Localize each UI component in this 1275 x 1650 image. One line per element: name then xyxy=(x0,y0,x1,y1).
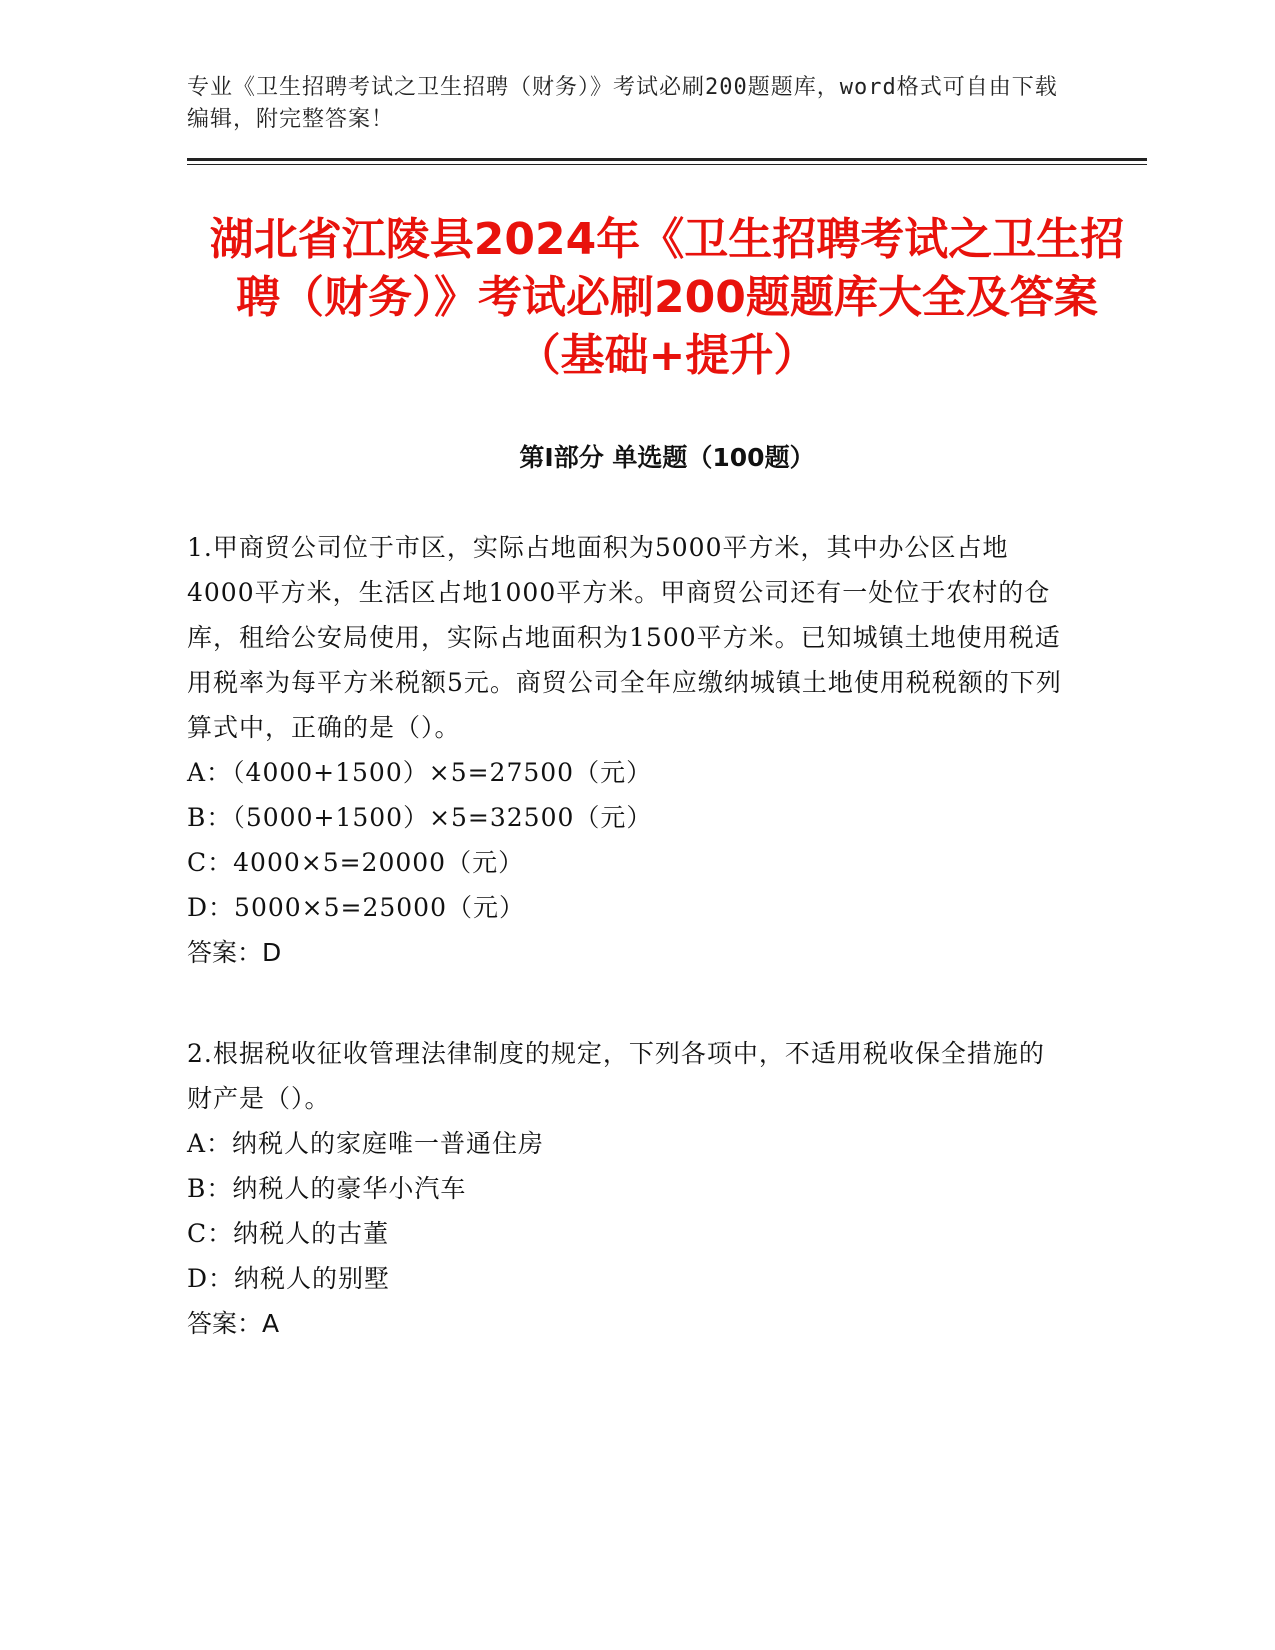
question-2 xyxy=(187,1031,1147,1346)
intro-text: 专业《卫生招聘考试之卫生招聘（财务）》考试必刷200题题库，word格式可自由下载编辑，附完整答案！ xyxy=(187,75,1058,132)
option-a: A：纳税人的家庭唯一普通住房 xyxy=(187,1129,545,1158)
question-stem: 2.根据税收征收管理法律制度的规定，下列各项中，不适用税收保全措施的财产是（）。 xyxy=(187,1039,1045,1113)
document-title: 湖北省江陵县2024年《卫生招聘考试之卫生招聘（财务）》考试必刷200题题库大全及答案（基础+提升） xyxy=(209,214,1125,381)
header-divider xyxy=(187,158,1147,165)
question-stem: 1.甲商贸公司位于市区，实际占地面积为5000平方米，其中办公区占地4000平方米，生活区占地1000平方米。甲商贸公司还有一处位于农村的仓库，租给公安局使用，实际占地面积为1500平方米。已知城镇土地使用税适用税率为每平方米税额5元。商贸公司全年应缴纳城镇土地使用税税额的下列算式中，正确的是（）。 xyxy=(187,533,1062,742)
option-b: B：（5000+1500）×5=32500（元） xyxy=(187,803,653,832)
option-d: D：5000×5=25000（元） xyxy=(187,893,525,922)
section-heading: 第I部分 单选题（100题） xyxy=(519,443,815,472)
document-page xyxy=(187,72,1147,1346)
answer: 答案：D xyxy=(187,938,282,967)
question-1 xyxy=(187,525,1147,975)
answer: 答案：A xyxy=(187,1309,280,1338)
divider-thin-line xyxy=(187,164,1147,165)
option-d: D：纳税人的别墅 xyxy=(187,1264,391,1293)
option-b: B：纳税人的豪华小汽车 xyxy=(187,1174,467,1203)
option-a: A：（4000+1500）×5=27500（元） xyxy=(187,758,653,787)
divider-thick-line xyxy=(187,158,1147,161)
option-c: C：4000×5=20000（元） xyxy=(187,848,525,877)
option-c: C：纳税人的古董 xyxy=(187,1219,390,1248)
